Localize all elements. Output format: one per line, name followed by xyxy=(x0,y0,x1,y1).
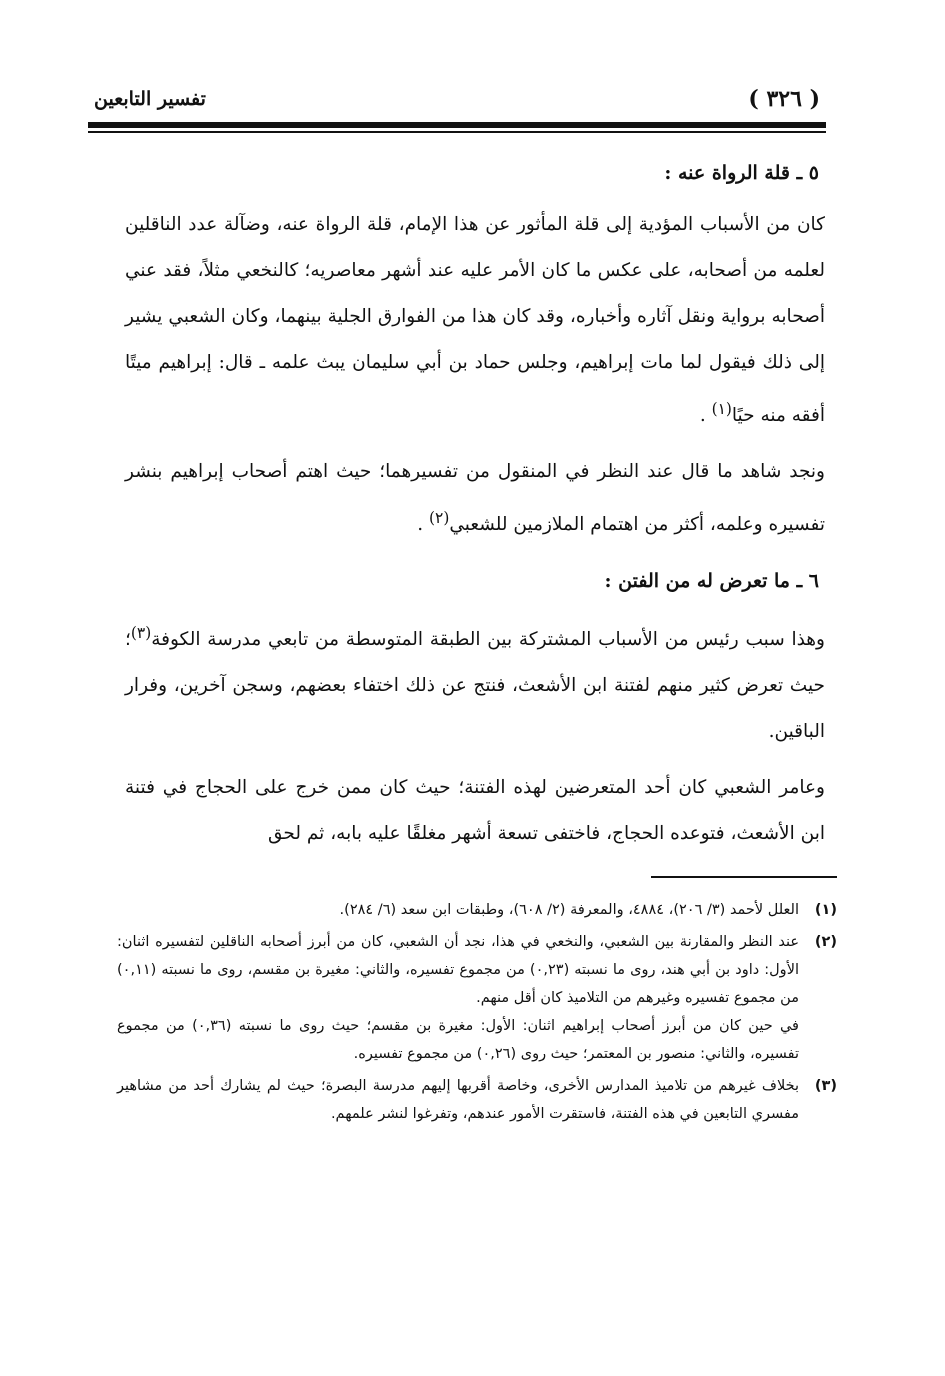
page-number: ( ٣٢٦ ) xyxy=(748,86,820,112)
footnote-text xyxy=(117,928,799,1068)
paragraph-end: . xyxy=(417,514,430,536)
footnote-ref[interactable]: (٢) xyxy=(429,509,450,528)
footnote-number: (١) xyxy=(814,902,837,918)
footnote-ref[interactable]: (١) xyxy=(711,400,732,418)
paragraph-end: . xyxy=(699,405,712,427)
section-heading-5: ٥ ـ قلة الرواة عنه : xyxy=(664,162,819,184)
paragraph-text: كان من الأسباب المؤدية إلى قلة المأثور عن هذا الإمام، قلة الرواة عنه، وضآلة عدد الناقلين لعلمه من أصحابه، على عكس ما كان الأمر عليه عند أشهر معاصريه؛ كالنخعي مثلاً، فقد عني أصحابه برواية ونقل آثاره وأخباره، وقد كان هذا من الفوارق الجلية بينهما، وكان الشعبي يشير إلى ذلك فيقول لما مات إبراهيم، وجلس حماد بن أبي سليمان يبث علمه ـ قال: إبراهيم ميتًا أفقه منه حيًا xyxy=(125,214,825,427)
footnote-ref[interactable]: (٣) xyxy=(130,624,152,643)
paragraph-text: ونجد شاهد ما قال عند النظر في المنقول من تفسيرهما؛ حيث اهتم أصحاب إبراهيم بنشر تفسيره وعلمه، أكثر من اهتمام الملازمين للشعبي xyxy=(125,461,825,536)
paragraph-text: وهذا سبب رئيس من الأسباب المشتركة بين الطبقة المتوسطة من تابعي مدرسة الكوفة xyxy=(151,629,825,651)
book-title: تفسير التابعين xyxy=(94,88,206,110)
footnote-text-part: في حين كان من أبرز أصحاب إبراهيم اثنان: الأول: مغيرة بن مقسم؛ حيث روى ما نسبته (٠,٣٦) من مجموع تفسيره، والثاني: منصور بن المعتمر؛ حيث روى (٠,٢٦) من مجموع تفسيره. xyxy=(117,1018,799,1062)
footnote xyxy=(117,1072,837,1128)
paragraph xyxy=(125,449,825,548)
section-heading-6: ٦ ـ ما تعرض له من الفتن : xyxy=(604,570,819,593)
paragraph-text: ؛ حيث تعرض كثير منهم لفتنة ابن الأشعث، فنتج عن ذلك اختفاء بعضهم، وسجن آخرين، وفرار الباقين. xyxy=(125,629,825,743)
paragraph: وعامر الشعبي كان أحد المتعرضين لهذه الفتنة؛ حيث كان ممن خرج على الحجاج في فتنة ابن الأشعث، فتوعده الحجاج، فاختفى تسعة أشهر مغلقًا عليه بابه، ثم لحق xyxy=(125,777,825,845)
main-text xyxy=(125,150,825,867)
footnote-number: (٣) xyxy=(814,1078,837,1094)
paragraph xyxy=(125,610,825,755)
footnote-separator xyxy=(651,876,837,878)
header-rule-thin xyxy=(88,131,826,133)
footnote xyxy=(117,928,837,1068)
footnote-text: بخلاف غيرهم من تلاميذ المدارس الأخرى، وخاصة أقربها إليهم مدرسة البصرة؛ حيث لم يشارك أحد من مشاهير مفسري التابعين في هذه الفتنة، فاستقرت الأمور عندهم، وتفرغوا لنشر علمهم. xyxy=(117,1078,799,1122)
footnote-text-part: عند النظر والمقارنة بين الشعبي، والنخعي في هذا، نجد أن الشعبي، كان من أبرز أصحابه الناقلين لتفسيره اثنان: الأول: داود بن أبي هند، روى ما نسبته (٠,٢٣) من مجموع تفسيره، والثاني: مغيرة بن مقسم، روى ما نسبته (٠,١١) من مجموع تفسيره وغيرهم من التلاميذ كان أقل منهم. xyxy=(117,934,799,1006)
page-header xyxy=(88,82,826,122)
footnote-text: العلل لأحمد (٣/ ٢٠٦)، ٤٨٨٤، والمعرفة (٢/ ٦٠٨)، وطبقات ابن سعد (٦/ ٢٨٤). xyxy=(339,902,799,918)
footnotes xyxy=(117,896,837,1132)
footnote xyxy=(117,896,837,924)
footnote-number: (٢) xyxy=(814,934,837,950)
header-rule xyxy=(88,122,826,128)
paragraph xyxy=(125,202,825,439)
